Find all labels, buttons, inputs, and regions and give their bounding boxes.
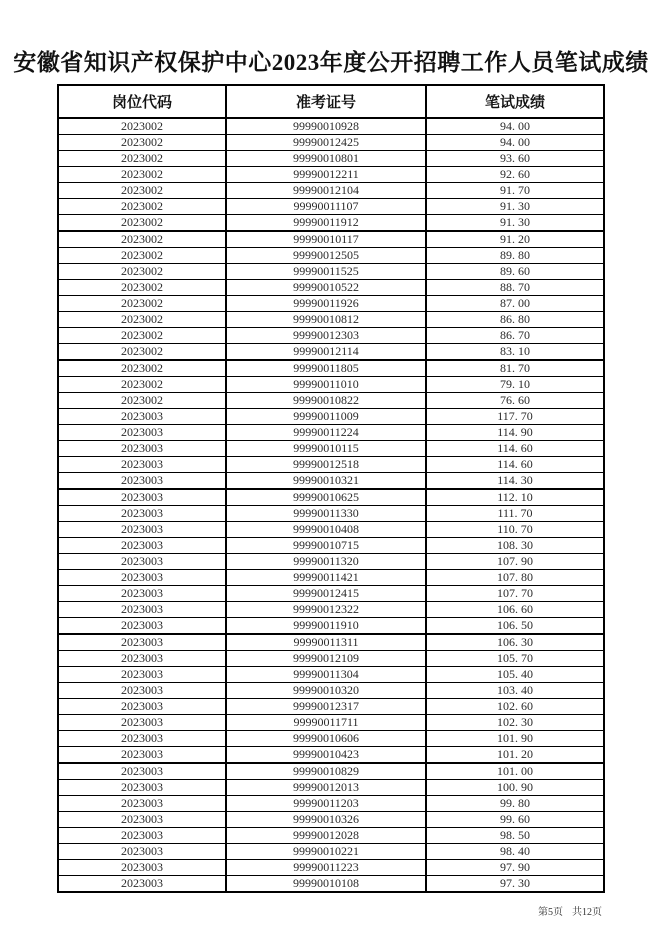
cell-score: 105. 40 [426,667,604,683]
cell-score: 97. 90 [426,860,604,876]
table-row [58,538,604,554]
table-row [58,360,604,377]
cell-score: 107. 70 [426,586,604,602]
cell-position-code: 2023002 [58,360,226,377]
cell-position-code: 2023003 [58,812,226,828]
cell-position-code: 2023003 [58,570,226,586]
cell-position-code: 2023003 [58,522,226,538]
cell-ticket-number: 99990011107 [226,199,426,215]
cell-ticket-number: 99990012415 [226,586,426,602]
cell-score: 103. 40 [426,683,604,699]
table-row [58,280,604,296]
cell-ticket-number: 99990011224 [226,425,426,441]
cell-position-code: 2023002 [58,199,226,215]
cell-position-code: 2023003 [58,747,226,764]
cell-ticket-number: 99990010326 [226,812,426,828]
table-row [58,248,604,264]
table-row [58,667,604,683]
cell-ticket-number: 99990011223 [226,860,426,876]
cell-ticket-number: 99990012518 [226,457,426,473]
cell-ticket-number: 99990011805 [226,360,426,377]
cell-score: 97. 30 [426,876,604,893]
cell-score: 105. 70 [426,651,604,667]
cell-score: 76. 60 [426,393,604,409]
cell-ticket-number: 99990011421 [226,570,426,586]
table-row [58,473,604,490]
cell-position-code: 2023002 [58,183,226,199]
cell-score: 114. 30 [426,473,604,490]
cell-score: 89. 80 [426,248,604,264]
cell-position-code: 2023003 [58,506,226,522]
cell-ticket-number: 99990012028 [226,828,426,844]
cell-score: 108. 30 [426,538,604,554]
table-row [58,602,604,618]
cell-ticket-number: 99990012013 [226,780,426,796]
cell-ticket-number: 99990010812 [226,312,426,328]
table-row [58,151,604,167]
cell-ticket-number: 99990012303 [226,328,426,344]
cell-position-code: 2023003 [58,780,226,796]
cell-score: 101. 90 [426,731,604,747]
table-row [58,328,604,344]
cell-ticket-number: 99990011203 [226,796,426,812]
column-header-ticket-number: 准考证号 [226,85,426,118]
cell-position-code: 2023002 [58,135,226,151]
table-row [58,215,604,232]
cell-score: 102. 60 [426,699,604,715]
table-row [58,296,604,312]
cell-position-code: 2023003 [58,586,226,602]
cell-score: 86. 80 [426,312,604,328]
cell-score: 94. 00 [426,135,604,151]
cell-score: 93. 60 [426,151,604,167]
cell-ticket-number: 99990011010 [226,377,426,393]
footer-current-page: 第5页 [538,907,563,918]
cell-position-code: 2023003 [58,828,226,844]
cell-ticket-number: 99990010801 [226,151,426,167]
table-row [58,618,604,635]
cell-ticket-number: 99990011711 [226,715,426,731]
cell-ticket-number: 99990012211 [226,167,426,183]
cell-position-code: 2023002 [58,393,226,409]
table-row [58,377,604,393]
cell-ticket-number: 99990012114 [226,344,426,361]
table-header [58,85,604,118]
table-row [58,634,604,651]
scores-table [57,84,605,893]
cell-position-code: 2023002 [58,248,226,264]
cell-position-code: 2023002 [58,280,226,296]
cell-position-code: 2023003 [58,457,226,473]
cell-score: 101. 00 [426,763,604,780]
table-row [58,522,604,538]
cell-position-code: 2023003 [58,651,226,667]
table-row [58,489,604,506]
table-row [58,441,604,457]
cell-ticket-number: 99990011311 [226,634,426,651]
table-row [58,506,604,522]
table-row [58,312,604,328]
cell-position-code: 2023003 [58,667,226,683]
cell-score: 91. 20 [426,231,604,248]
cell-position-code: 2023003 [58,634,226,651]
cell-score: 91. 30 [426,215,604,232]
table-row [58,683,604,699]
table-row [58,231,604,248]
cell-score: 114. 90 [426,425,604,441]
cell-score: 89. 60 [426,264,604,280]
cell-position-code: 2023003 [58,683,226,699]
cell-ticket-number: 99990012322 [226,602,426,618]
cell-position-code: 2023002 [58,167,226,183]
column-header-position-code: 岗位代码 [58,85,226,118]
cell-ticket-number: 99990010822 [226,393,426,409]
cell-position-code: 2023003 [58,554,226,570]
cell-score: 94. 00 [426,118,604,135]
cell-ticket-number: 99990010408 [226,522,426,538]
cell-score: 86. 70 [426,328,604,344]
cell-score: 83. 10 [426,344,604,361]
cell-position-code: 2023002 [58,118,226,135]
cell-ticket-number: 99990011304 [226,667,426,683]
table-row [58,167,604,183]
cell-ticket-number: 99990010221 [226,844,426,860]
cell-score: 92. 60 [426,167,604,183]
table-row [58,393,604,409]
cell-position-code: 2023003 [58,715,226,731]
cell-position-code: 2023002 [58,296,226,312]
cell-position-code: 2023003 [58,876,226,893]
cell-ticket-number: 99990011926 [226,296,426,312]
cell-position-code: 2023003 [58,473,226,490]
cell-position-code: 2023003 [58,699,226,715]
cell-position-code: 2023003 [58,796,226,812]
cell-score: 114. 60 [426,441,604,457]
cell-ticket-number: 99990011320 [226,554,426,570]
cell-score: 87. 00 [426,296,604,312]
table-body [58,118,604,892]
cell-position-code: 2023003 [58,538,226,554]
cell-score: 114. 60 [426,457,604,473]
table-row [58,763,604,780]
cell-score: 98. 40 [426,844,604,860]
cell-ticket-number: 99990012109 [226,651,426,667]
cell-score: 99. 80 [426,796,604,812]
cell-position-code: 2023002 [58,151,226,167]
cell-ticket-number: 99990010829 [226,763,426,780]
cell-position-code: 2023003 [58,844,226,860]
cell-position-code: 2023002 [58,264,226,280]
cell-score: 99. 60 [426,812,604,828]
cell-position-code: 2023003 [58,731,226,747]
table-row [58,876,604,893]
cell-score: 107. 90 [426,554,604,570]
table-row [58,699,604,715]
cell-ticket-number: 99990011912 [226,215,426,232]
cell-score: 98. 50 [426,828,604,844]
column-header-written-score: 笔试成绩 [426,85,604,118]
cell-position-code: 2023002 [58,328,226,344]
cell-score: 88. 70 [426,280,604,296]
table-row [58,554,604,570]
page-title: 安徽省知识产权保护中心2023年度公开招聘工作人员笔试成绩 [13,50,649,75]
cell-position-code: 2023003 [58,860,226,876]
cell-ticket-number: 99990012505 [226,248,426,264]
table-row [58,715,604,731]
cell-ticket-number: 99990010115 [226,441,426,457]
table-row [58,457,604,473]
table-row [58,135,604,151]
cell-ticket-number: 99990010117 [226,231,426,248]
table-row [58,844,604,860]
table-row [58,264,604,280]
cell-position-code: 2023002 [58,377,226,393]
footer-total-pages: 共12页 [572,907,602,918]
table-row [58,586,604,602]
cell-score: 111. 70 [426,506,604,522]
table-row [58,199,604,215]
cell-ticket-number: 99990012317 [226,699,426,715]
cell-position-code: 2023003 [58,409,226,425]
cell-position-code: 2023003 [58,441,226,457]
cell-position-code: 2023002 [58,344,226,361]
cell-ticket-number: 99990010625 [226,489,426,506]
table-row [58,860,604,876]
cell-score: 81. 70 [426,360,604,377]
table-row [58,183,604,199]
cell-score: 100. 90 [426,780,604,796]
cell-ticket-number: 99990010715 [226,538,426,554]
cell-ticket-number: 99990010108 [226,876,426,893]
cell-ticket-number: 99990010606 [226,731,426,747]
cell-score: 101. 20 [426,747,604,764]
cell-ticket-number: 99990012104 [226,183,426,199]
cell-position-code: 2023002 [58,312,226,328]
table-row [58,780,604,796]
cell-score: 79. 10 [426,377,604,393]
table-row [58,796,604,812]
cell-position-code: 2023002 [58,215,226,232]
cell-score: 91. 70 [426,183,604,199]
table-row [58,344,604,361]
cell-score: 117. 70 [426,409,604,425]
header-row [58,85,604,118]
cell-position-code: 2023003 [58,602,226,618]
page-footer [538,903,602,918]
cell-ticket-number: 99990010320 [226,683,426,699]
cell-position-code: 2023002 [58,231,226,248]
table-row [58,747,604,764]
table-row [58,812,604,828]
table-row [58,425,604,441]
cell-position-code: 2023003 [58,618,226,635]
cell-ticket-number: 99990010423 [226,747,426,764]
cell-position-code: 2023003 [58,489,226,506]
cell-ticket-number: 99990010321 [226,473,426,490]
table-row [58,731,604,747]
table-row [58,828,604,844]
cell-position-code: 2023003 [58,425,226,441]
cell-score: 110. 70 [426,522,604,538]
cell-ticket-number: 99990011330 [226,506,426,522]
table-row [58,570,604,586]
cell-ticket-number: 99990011525 [226,264,426,280]
cell-score: 106. 50 [426,618,604,635]
table-row [58,118,604,135]
cell-score: 112. 10 [426,489,604,506]
cell-score: 102. 30 [426,715,604,731]
cell-score: 91. 30 [426,199,604,215]
cell-ticket-number: 99990011009 [226,409,426,425]
cell-position-code: 2023003 [58,763,226,780]
cell-ticket-number: 99990011910 [226,618,426,635]
table-row [58,651,604,667]
table-row [58,409,604,425]
cell-score: 106. 60 [426,602,604,618]
cell-score: 107. 80 [426,570,604,586]
cell-ticket-number: 99990010522 [226,280,426,296]
cell-score: 106. 30 [426,634,604,651]
cell-ticket-number: 99990010928 [226,118,426,135]
cell-ticket-number: 99990012425 [226,135,426,151]
